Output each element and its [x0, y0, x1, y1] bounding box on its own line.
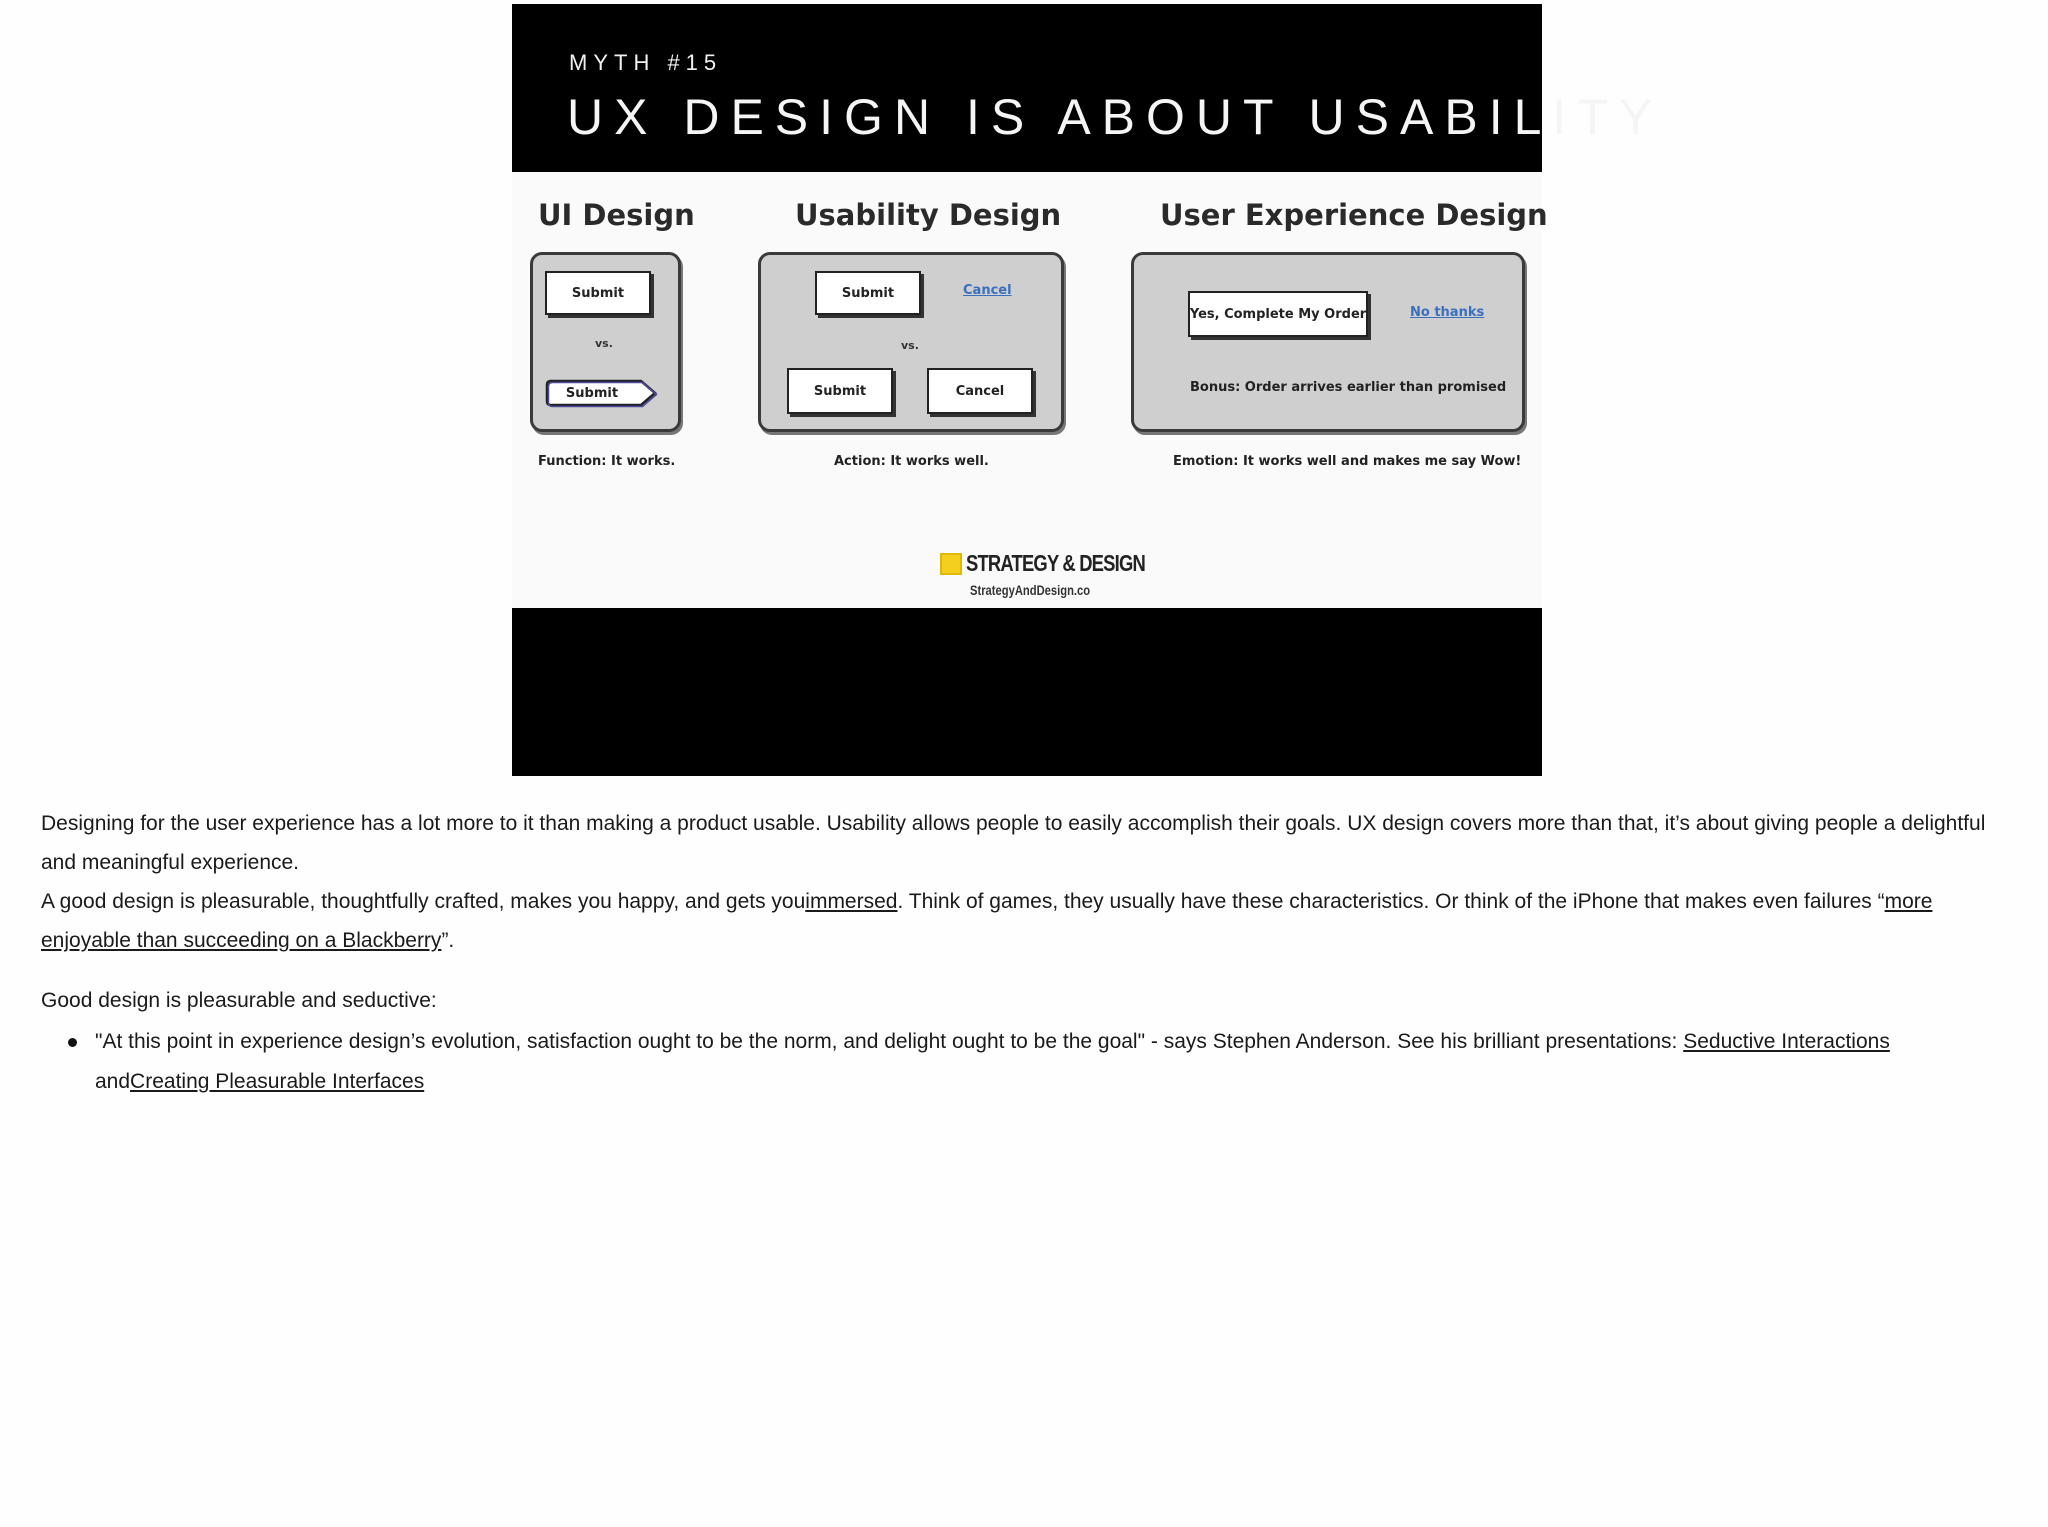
strategy-design-logo [940, 550, 1190, 577]
logo-name: STRATEGY & DESIGN [966, 550, 1145, 576]
notes-paragraph-2 [41, 882, 2001, 960]
usability-submit-bottom-button: Submit [787, 368, 893, 414]
notes-paragraph-3: Good design is pleasurable and seductive: [41, 989, 437, 1012]
ui-design-box [530, 252, 681, 432]
usability-design-box [758, 252, 1064, 432]
ux-design-caption: Emotion: It works well and makes me say Wow! [1173, 454, 1522, 469]
ui-vs-label: vs. [595, 337, 613, 350]
immersed-link[interactable]: immersed [805, 890, 898, 913]
ux-no-thanks-link: No thanks [1410, 305, 1485, 320]
blackberry-link[interactable]: more enjoyable than succeeding on a Blackberry [41, 890, 1933, 952]
notes-paragraph-2-start: A good design is pleasurable, thoughtfully crafted, makes you happy, and gets you [41, 890, 806, 913]
ux-design-title: User Experience Design [1160, 198, 1548, 232]
bullet-dot-icon [68, 1038, 77, 1047]
notes-paragraph-1: Designing for the user experience has a lot more to it than making a product usable. Usability allows people to easily accomplish their goals. UX design covers more than that, it’s about giving people a delightful and meaningful experience. [41, 812, 1986, 874]
usability-cancel-bottom-button: Cancel [927, 368, 1033, 414]
slide [512, 4, 1664, 776]
usability-submit-top-button: Submit [815, 271, 921, 315]
notes-bullet-list [41, 1022, 2001, 1102]
logo-url: StrategyAndDesign.co [970, 582, 1091, 598]
seductive-interactions-link[interactable]: Seductive Interactions [1683, 1030, 1890, 1053]
usability-vs-label: vs. [901, 339, 919, 352]
notes-paragraph-2-end: ”. [441, 929, 455, 952]
notes-paragraph-2-mid: . Think of games, they usually have these characteristics. Or think of the iPhone that makes even failures “ [897, 890, 1885, 913]
paragraph-gap [41, 960, 2001, 981]
usability-design-title: Usability Design [795, 198, 1062, 232]
bullet-quote-text: "At this point in experience design’s evolution, satisfaction ought to be the norm, and delight ought to be the goal" - says Stephen Anderson. See his brilliant presentations: [95, 1030, 1684, 1053]
ui-submit-arrow-label: Submit [565, 385, 619, 401]
slide-kicker: MYTH #15 [569, 50, 723, 75]
usability-cancel-link: Cancel [963, 283, 1012, 298]
list-item [41, 1022, 2001, 1102]
ux-complete-order-button: Yes, Complete My Order [1188, 291, 1368, 337]
ui-design-title: UI Design [538, 198, 695, 232]
ux-design-box [1131, 252, 1525, 432]
ux-bonus-text: Bonus: Order arrives earlier than promised [1190, 380, 1507, 395]
ui-design-caption: Function: It works. [538, 454, 676, 469]
bullet-and-text: and [95, 1070, 131, 1093]
slide-title: UX DESIGN IS ABOUT USABILITY [567, 89, 1664, 145]
slide-diagram [512, 172, 1548, 608]
speaker-notes [41, 804, 2001, 1102]
ui-submit-button: Submit [545, 271, 651, 315]
usability-design-caption: Action: It works well. [834, 454, 989, 469]
creating-pleasurable-interfaces-link[interactable]: Creating Pleasurable Interfaces [130, 1070, 425, 1093]
logo-square-icon [940, 553, 962, 575]
